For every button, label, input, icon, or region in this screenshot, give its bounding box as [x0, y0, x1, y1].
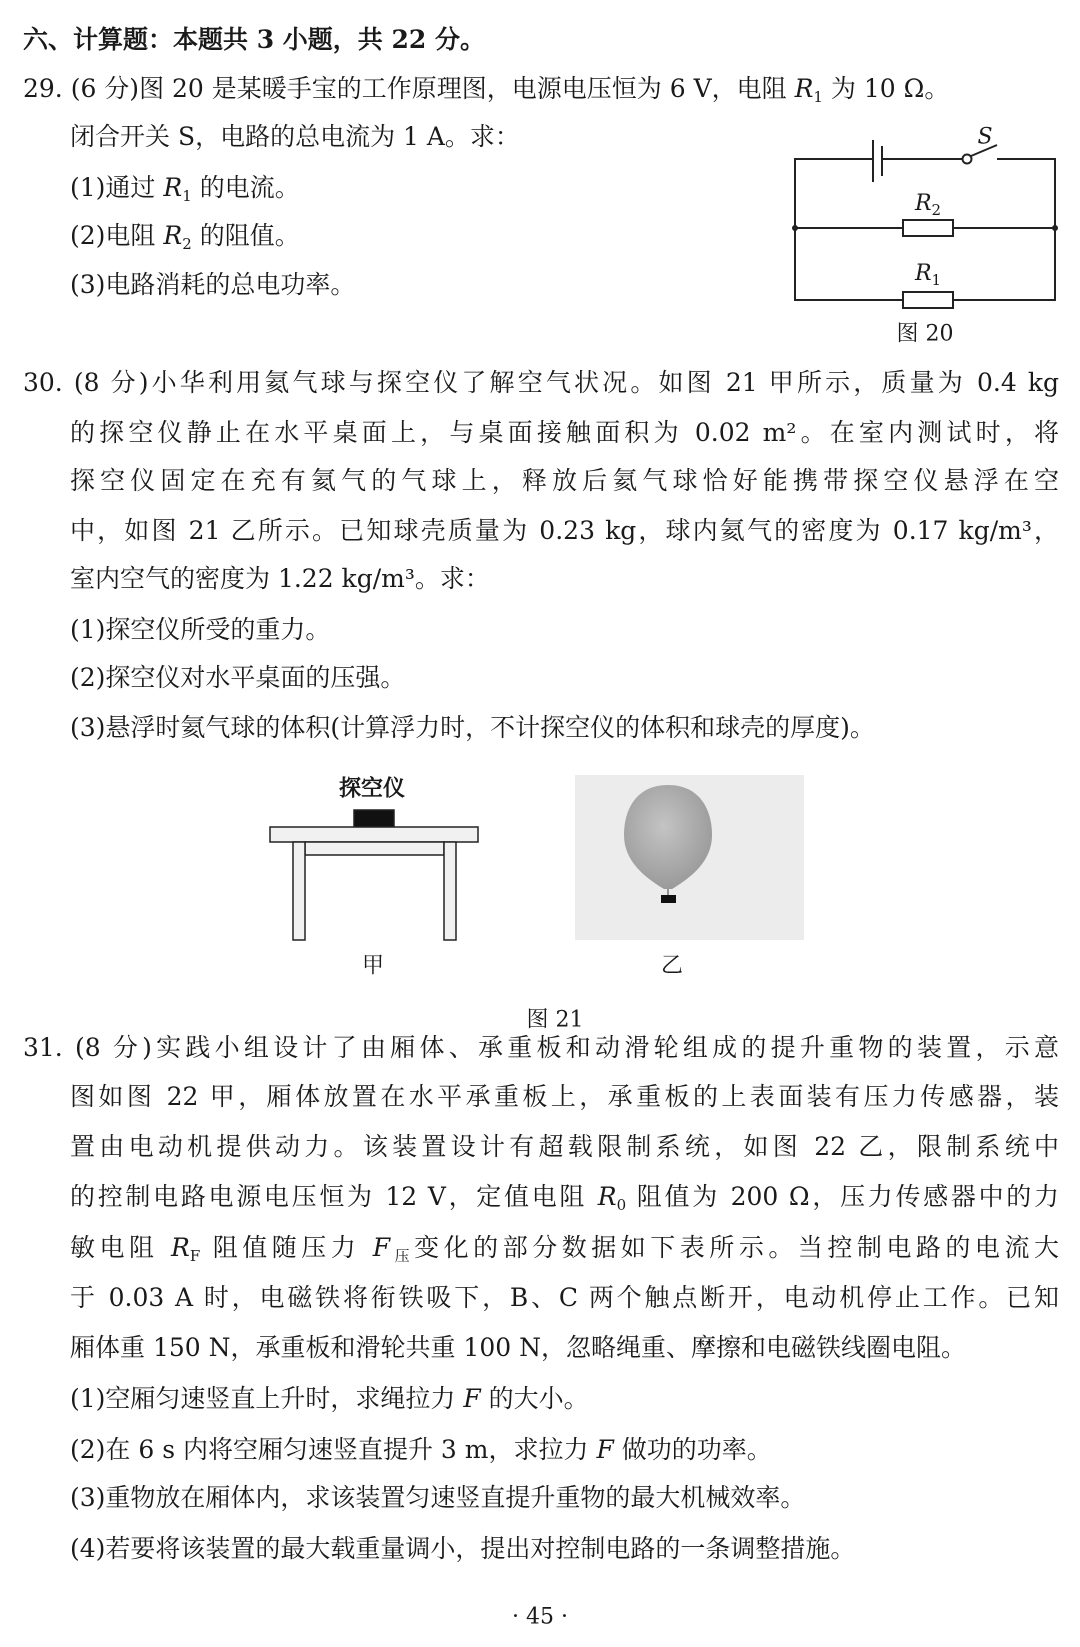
text-run: (3)重物放在厢体内，求该装置匀速竖直提升重物的最大机械效率。	[70, 1483, 806, 1512]
switch-label: S	[977, 124, 993, 150]
resistor-r2	[903, 220, 953, 236]
variable: F	[596, 1435, 614, 1464]
r2-label-letter: R	[914, 191, 932, 216]
r2-label	[915, 191, 941, 219]
switch-pivot	[963, 155, 972, 164]
text-run: 于 0.03 A 时，电磁铁将衔铁吸下，B、C 两个触点断开，电动机停止工作。已知	[70, 1283, 1059, 1312]
text-run: 的探空仪静止在水平桌面上，与桌面接触面积为 0.02 m²。在室内测试时，将	[70, 418, 1059, 447]
text-run: 的大小。	[480, 1384, 589, 1413]
balloon-photo-yi	[575, 775, 804, 940]
text-run: 置由电动机提供动力。该装置设计有超载限制系统，如图 22 乙，限制系统中	[70, 1132, 1059, 1161]
text-run: 阻值为 200 Ω，压力传感器中的力	[626, 1182, 1059, 1211]
figure-20-caption: 图 20	[896, 321, 954, 347]
junction-dot	[792, 225, 798, 231]
variable: R	[163, 221, 183, 250]
r2-label-sub: 2	[931, 201, 942, 219]
subscript: 2	[182, 235, 192, 253]
table-top	[270, 827, 478, 842]
r1-label	[915, 261, 941, 289]
text-run: 闭合开关 S，电路的总电流为 1 A。求：	[70, 122, 520, 151]
r1-label-letter: R	[914, 261, 932, 286]
text-run: 29. (6 分)图 20 是某暖手宝的工作原理图，电源电压恒为 6 V，电阻	[23, 74, 795, 103]
figure-jia-label: 甲	[361, 953, 385, 979]
text-run: 31. (8 分)实践小组设计了由厢体、承重板和动滑轮组成的提升重物的装置，示意	[23, 1033, 1059, 1062]
table-figure-jia	[270, 810, 478, 940]
subscript: 0	[616, 1196, 627, 1214]
text-run: 中，如图 21 乙所示。已知球壳质量为 0.23 kg，球内氦气的密度为 0.17 kg/m³，	[70, 516, 1059, 545]
figure-yi-label: 乙	[660, 953, 684, 979]
table-leg	[293, 842, 305, 940]
junction-dot	[1052, 225, 1058, 231]
text-run: 的控制电路电源电压恒为 12 V，定值电阻	[70, 1182, 598, 1211]
text-run: (2)电阻	[70, 221, 164, 250]
probe-device	[354, 810, 394, 827]
text-run: (2)在 6 s 内将空厢匀速竖直提升 3 m，求拉力	[70, 1435, 597, 1464]
text-run: 变化的部分数据如下表所示。当控制电路的电流大	[414, 1233, 1059, 1262]
device-label: 探空仪	[338, 775, 406, 802]
variable: R	[794, 74, 814, 103]
text-run: (3)悬浮时氦气球的体积(计算浮力时，不计探空仪的体积和球壳的厚度)。	[70, 713, 875, 742]
variable: F	[372, 1233, 391, 1262]
text-run: 敏电阻	[70, 1233, 172, 1262]
text-run: 30. (8 分)小华利用氦气球与探空仪了解空气状况。如图 21 甲所示，质量为 0.4 kg	[23, 368, 1059, 397]
subscript: 1	[182, 187, 192, 205]
text-run: (1)通过	[70, 173, 164, 202]
figure-21-caption: 图 21	[526, 1007, 584, 1033]
resistor-r1	[903, 292, 953, 308]
table-leg	[444, 842, 456, 940]
text-run: (4)若要将该装置的最大载重量调小，提出对控制电路的一条调整措施。	[70, 1534, 856, 1563]
variable: R	[163, 173, 183, 202]
text-run: 图如图 22 甲，厢体放置在水平承重板上，承重板的上表面装有压力传感器，装	[70, 1082, 1059, 1111]
text-run: (1)空厢匀速竖直上升时，求绳拉力	[70, 1384, 464, 1413]
variable: R	[597, 1182, 617, 1211]
probe-device	[661, 895, 676, 903]
text-run: (2)探空仪对水平桌面的压强。	[70, 663, 406, 692]
text-run: 的电流。	[191, 173, 300, 202]
variable: F	[463, 1384, 481, 1413]
subscript: 1	[813, 88, 823, 106]
text-run: 为 10 Ω。	[822, 74, 950, 103]
text-run: (1)探空仪所受的重力。	[70, 615, 331, 644]
r1-label-sub: 1	[931, 271, 942, 289]
text-run: 室内空气的密度为 1.22 kg/m³。求：	[70, 564, 490, 593]
text-run: 阻值随压力	[200, 1233, 373, 1262]
text-run: 的阻值。	[191, 221, 300, 250]
text-run: (3)电路消耗的总电功率。	[70, 270, 356, 299]
page-number: · 45 ·	[512, 1604, 568, 1630]
text-run: 六、计算题：本题共 3 小题，共 22 分。	[23, 25, 486, 54]
table-apron	[305, 842, 444, 855]
subscript: F	[189, 1247, 201, 1265]
text-run: 探空仪固定在充有氦气的气球上，释放后氦气球恰好能携带探空仪悬浮在空	[70, 466, 1059, 495]
text-run: 厢体重 150 N，承重板和滑轮共重 100 N，忽略绳重、摩擦和电磁铁线圈电阻。	[70, 1333, 966, 1362]
subscript: 压	[390, 1247, 415, 1265]
variable: R	[171, 1233, 190, 1262]
text-run: 做功的功率。	[613, 1435, 772, 1464]
